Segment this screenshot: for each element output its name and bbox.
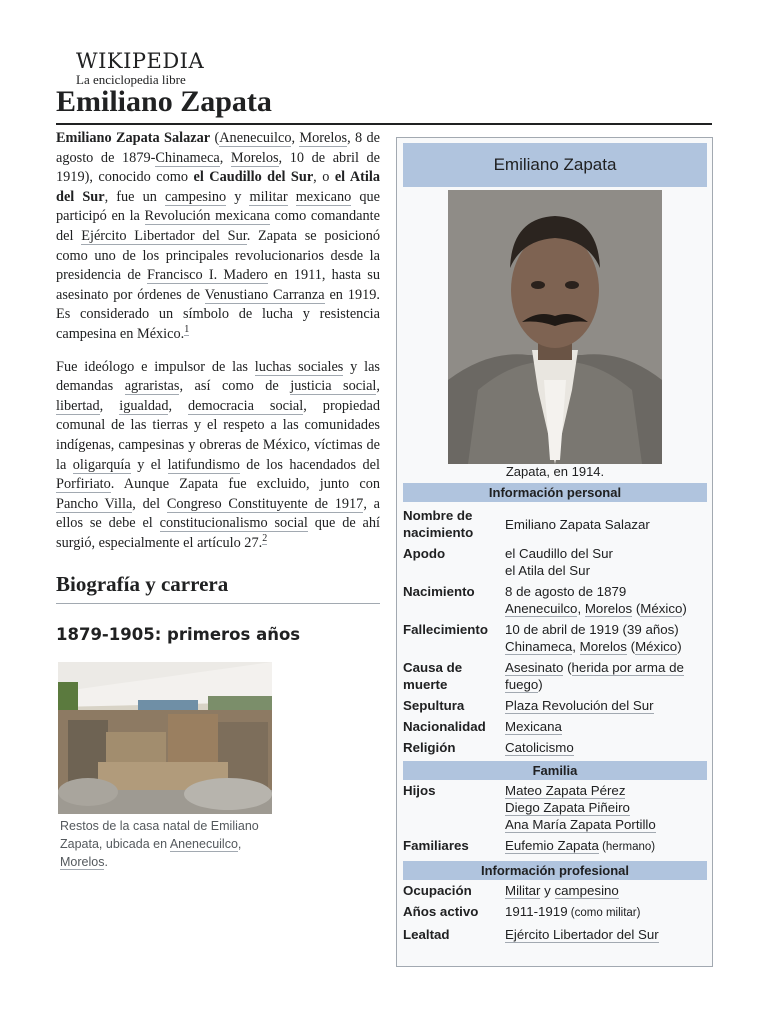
link-igualdad[interactable]: igualdad [119,397,169,414]
link-morelos[interactable]: Morelos [584,601,633,616]
infobox-label: Lealtad [403,927,450,942]
link-pancho-villa[interactable]: Pancho Villa [56,495,133,512]
link-anenecuilco[interactable]: Anenecuilco [505,601,578,616]
infobox-section-header: Información profesional [403,861,707,880]
text: en 1911, hasta su asesinato por órdenes de [56,267,380,303]
birthplace-photo[interactable] [58,662,272,814]
link-catolicismo[interactable]: Catolicismo [505,740,574,755]
text: ) [677,639,682,654]
link-child[interactable]: Diego Zapata Piñeiro [505,800,630,815]
infobox-label: Familiares [403,838,469,853]
portrait-caption: Zapata, en 1914. [505,464,605,479]
infobox [396,137,713,967]
infobox-value [505,659,707,693]
logo-tagline: La enciclopedia libre [76,72,186,87]
infobox-value [505,621,707,655]
link-militar[interactable]: militar [249,188,288,205]
text: de los hacendados del [239,456,380,473]
link-herida-arma[interactable]: herida por arma de fuego [505,660,684,692]
infobox-value [505,545,707,579]
infobox-label: Religión [403,740,456,755]
link-plaza-revolucion[interactable]: Plaza Revolución del Sur [505,698,654,713]
section-heading: Biografía y carrera [56,571,380,604]
text: , 10 de abril de 1919), conocido como [56,149,381,186]
text: y [226,188,250,205]
infobox-row-sepultura [403,695,707,716]
infobox-label: Ocupación [403,883,472,898]
infobox-label: Nacimiento [403,584,475,599]
text: 8 de agosto de 1879 [505,584,627,599]
infobox-row-lealtad [403,924,707,945]
text: el Atila del Sur [505,563,591,578]
infobox-label: Nacionalidad [403,719,486,734]
logo-wordmark: WIKIPEDIA [76,49,205,73]
link-libertad[interactable]: libertad [56,397,100,414]
link-mexico[interactable]: México [640,601,683,616]
infobox-label: Hijos [403,783,436,798]
text: y el [130,456,168,473]
infobox-value [505,882,707,899]
text: ) [682,601,687,616]
text: 1911-1919 [505,904,568,919]
text: 10 de abril de 1919 (39 años) [505,622,679,637]
infobox-label: Apodo [403,546,446,561]
link-chinameca[interactable]: Chinameca [155,149,220,166]
text: Emiliano Zapata Salazar [505,517,650,532]
text: , [291,130,300,146]
link-mexicana[interactable]: Mexicana [505,719,562,734]
infobox-row-hijos [403,780,707,835]
birthplace-photo-drawing [58,662,272,814]
link-democracia-social[interactable]: democracia social [188,397,304,414]
text: . [104,855,108,870]
text: ( [626,639,636,654]
text: . Aunque Zapata fue excluido, junto con [110,476,380,493]
text: y [540,883,555,898]
text: ) [538,677,543,692]
link-ejercito-libertador[interactable]: Ejército Libertador del Sur [505,927,659,942]
text: , [572,639,580,654]
infobox-row-activo [403,901,707,924]
infobox-row-familiares [403,835,707,858]
infobox-label: Sepultura [403,698,465,713]
infobox-value [505,903,707,922]
infobox-value [505,507,707,541]
link-anenecuilco[interactable]: Anenecuilco [219,130,292,146]
link-chinameca[interactable]: Chinameca [505,639,573,654]
text: , así como de [179,378,291,395]
subsection-heading: 1879-1905: primeros años [56,625,301,645]
infobox-row-nacionalidad [403,716,707,737]
bold-nickname: el Atila del Sur [56,169,380,205]
link-oligarquia[interactable]: oligarquía [72,456,131,473]
link-mexicano[interactable]: mexicano [295,188,352,205]
lead-name: Emiliano Zapata Salazar [56,130,211,146]
infobox-value [505,739,707,756]
link-justicia-social[interactable]: justicia social [290,378,377,395]
reference-link[interactable]: 1 [184,324,190,336]
link-mexico[interactable]: México [635,639,678,654]
infobox-label: Causa de muerte [403,660,463,692]
article-body [56,129,380,871]
infobox-label: Nombre de nacimiento [403,508,474,540]
thumbnail-caption [56,814,272,871]
link-militar[interactable]: Militar [505,883,541,898]
infobox-label: Años activo [403,904,479,919]
text: que de ahí surgió, especialmente el artículo 27. [56,515,381,551]
infobox-row-fallecimiento [403,619,707,657]
text: , propiedad comunal de las tierras y el respeto a las comunidades indígenas, campesinas y obreras de México, víctimas de la [56,397,380,473]
infobox-section-header: Familia [403,761,707,780]
title-divider [56,123,712,125]
text: , 8 de agosto de 1879- [56,130,380,166]
thumbnail-figure [56,662,272,871]
infobox-value [505,697,707,714]
link-madero[interactable]: Francisco I. Madero [147,267,268,284]
link-child[interactable]: Ana María Zapata Portillo [505,817,656,832]
text: Fue ideólogo e impulsor de las [56,358,255,375]
text: Restos de la casa natal de Emiliano Zapata, ubicada en [60,819,259,852]
link-campesino[interactable]: campesino [554,883,619,898]
text: , del [132,495,167,512]
text: en 1919. Es considerado un símbolo de lucha y resistencia campesina en México. [56,286,380,342]
bold-nickname: el Caudillo del Sur [193,169,314,186]
link-child[interactable]: Mateo Zapata Pérez [505,783,626,798]
link-ejercito-libertador[interactable]: Ejército Libertador del Sur [81,227,247,244]
link-agraristas[interactable]: agraristas [124,378,180,395]
link-eufemio-zapata[interactable]: Eufemio Zapata [505,838,599,853]
infobox-label: Fallecimiento [403,622,488,637]
reference-link[interactable]: 2 [262,533,268,545]
text: , [237,837,242,852]
text: , [219,149,231,166]
link-morelos[interactable]: Morelos [230,149,279,166]
text: ( [632,601,641,616]
infobox-title: Emiliano Zapata [403,143,707,187]
link-asesinato[interactable]: Asesinato [505,660,564,675]
text: y las demandas [56,358,380,395]
text: que participó en la [56,188,380,225]
link-carranza[interactable]: Venustiano Carranza [204,286,325,303]
text: , a ellos se debe el [56,495,380,532]
infobox-value [505,926,707,943]
infobox-row-apodo [403,543,707,581]
link-luchas-sociales[interactable]: luchas sociales [254,358,344,375]
text: (como militar) [567,907,641,919]
infobox-value [505,718,707,735]
wikipedia-logo[interactable] [76,50,204,87]
infobox-section-header: Información personal [403,483,707,502]
intro-paragraph-2 [56,358,380,554]
text: ( [563,660,572,675]
intro-paragraph-1 [56,129,380,345]
page-title: Emiliano Zapata [56,85,272,118]
link-latifundismo[interactable]: latifundismo [167,456,240,473]
text: , [99,397,120,414]
text: , [376,378,380,395]
link-revolucion-mexicana[interactable]: Revolución mexicana [144,208,270,225]
link-morelos[interactable]: Morelos [299,130,348,146]
link-campesino[interactable]: campesino [165,188,227,205]
infobox-value [505,583,707,617]
text: (hermano) [598,841,656,853]
link-congreso-constituyente[interactable]: Congreso Constituyente de 1917 [166,495,364,512]
infobox-row-causa [403,657,707,695]
text: , fue un [104,188,165,205]
text: ( [210,130,220,146]
text: como comandante del [56,208,380,244]
infobox-row-nacimiento [403,581,707,619]
link-morelos[interactable]: Morelos [579,639,627,654]
text: , [168,397,189,414]
link-porfiriato[interactable]: Porfiriato [56,476,111,493]
infobox-row-nombre [403,502,707,543]
portrait-drawing [448,190,662,464]
infobox-value [505,837,707,856]
infobox-value [505,782,707,833]
text [288,189,296,205]
link-anenecuilco[interactable]: Anenecuilco [169,837,238,852]
text: , [577,601,585,616]
text: , o [313,169,335,186]
text: el Caudillo del Sur [505,546,613,561]
text: . Zapata se posicionó como uno de los principales revolucionarios desde la presidencia de [56,227,380,284]
link-morelos[interactable]: Morelos [60,855,105,870]
infobox-row-religion [403,737,707,758]
portrait-photo[interactable] [448,190,662,464]
infobox-row-ocupacion [403,880,707,901]
link-constitucionalismo-social[interactable]: constitucionalismo social [159,515,308,532]
